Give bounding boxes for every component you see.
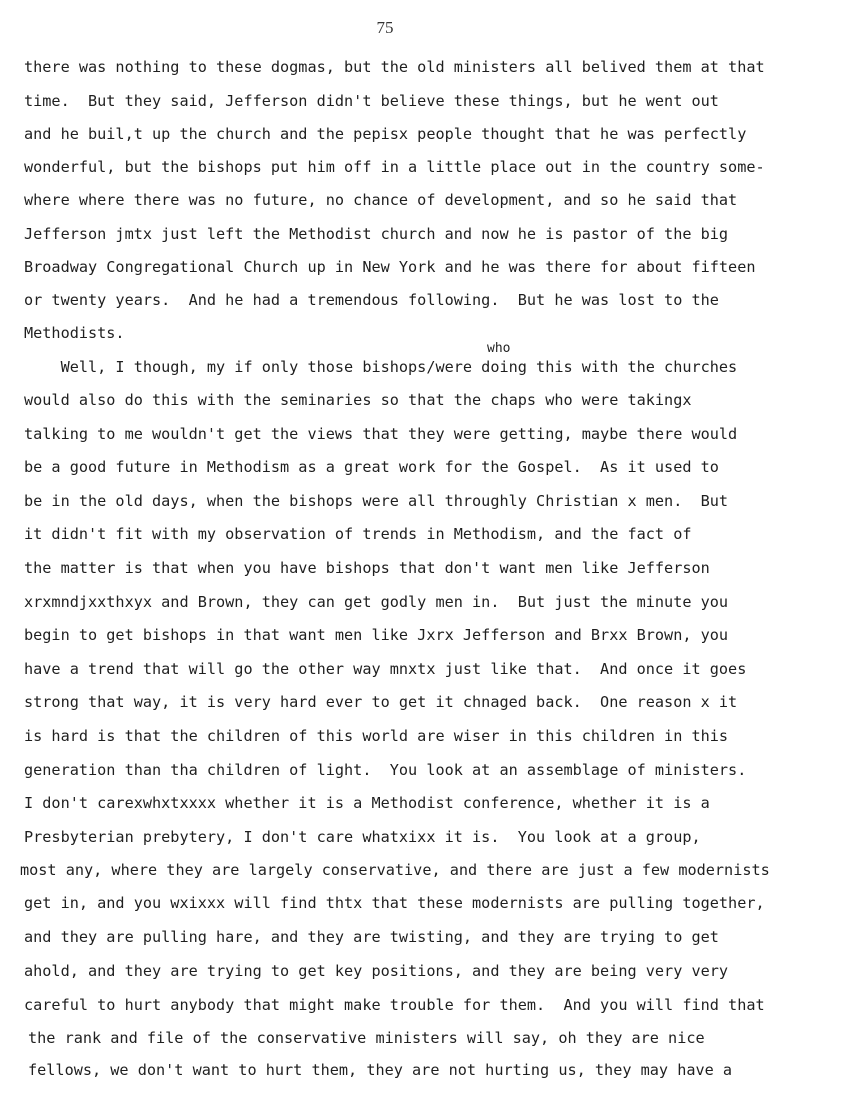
text-line-14: be in the old days, when the bishops were all throughly Christian x men. But <box>24 492 729 510</box>
text-line-19: have a trend that will go the other way mnxtx just like that. And once it goes <box>24 660 747 678</box>
text-line-13: be a good future in Methodism as a great work for the Gospel. As it used to <box>24 458 719 476</box>
text-line-29: careful to hurt anybody that might make trouble for them. And you will find that <box>24 996 765 1014</box>
text-line-27: and they are pulling hare, and they are twisting, and they are trying to get <box>24 928 719 946</box>
inserted-word-who: who <box>487 341 511 356</box>
text-line-1: there was nothing to these dogmas, but the old ministers all belived them at that <box>24 58 765 76</box>
text-line-7: Broadway Congregational Church up in New York and he was there for about fifteen <box>24 258 756 276</box>
text-line-22: generation than tha children of light. You look at an assemblage of ministers. <box>24 761 747 779</box>
text-line-4: wonderful, but the bishops put him off in a little place out in the country some- <box>24 158 765 176</box>
text-line-10: Well, I though, my if only those bishops/were doing this with the churches <box>24 358 738 376</box>
text-line-2: time. But they said, Jefferson didn't believe these things, but he went out <box>24 92 719 110</box>
text-line-28: ahold, and they are trying to get key positions, and they are being very very <box>24 962 729 980</box>
text-line-16: the matter is that when you have bishops that don't want men like Jefferson <box>24 559 710 577</box>
text-line-17: xrxmndjxxthxyx and Brown, they can get godly men in. But just the minute you <box>24 593 729 611</box>
text-line-25: most any, where they are largely conservative, and there are just a few modernists <box>20 861 770 879</box>
text-line-23: I don't carexwhxtxxxx whether it is a Methodist conference, whether it is a <box>24 794 710 812</box>
text-line-5: where where there was no future, no chance of development, and so he said that <box>24 191 738 209</box>
text-line-26: get in, and you wxixxx will find thtx that these modernists are pulling together, <box>24 894 765 912</box>
text-line-20: strong that way, it is very hard ever to get it chnaged back. One reason x it <box>24 693 738 711</box>
text-line-31: fellows, we don't want to hurt them, they are not hurting us, they may have a <box>28 1061 733 1079</box>
text-line-9: Methodists. <box>24 324 125 342</box>
text-line-8: or twenty years. And he had a tremendous following. But he was lost to the <box>24 291 719 309</box>
text-line-21: is hard is that the children of this world are wiser in this children in this <box>24 727 729 745</box>
text-line-24: Presbyterian prebytery, I don't care whatxixx it is. You look at a group, <box>24 828 701 846</box>
text-line-12: talking to me wouldn't get the views that they were getting, maybe there would <box>24 425 738 443</box>
page-number: 75 <box>376 18 394 37</box>
text-line-30: the rank and file of the conservative ministers will say, oh they are nice <box>28 1029 705 1047</box>
text-line-6: Jefferson jmtx just left the Methodist church and now he is pastor of the big <box>24 225 729 243</box>
text-line-18: begin to get bishops in that want men like Jxrx Jefferson and Brxx Brown, you <box>24 626 729 644</box>
text-line-3: and he buil,t up the church and the pepisx people thought that he was perfectly <box>24 125 747 143</box>
text-line-15: it didn't fit with my observation of trends in Methodism, and the fact of <box>24 525 692 543</box>
text-line-11: would also do this with the seminaries so that the chaps who were takingx <box>24 391 692 409</box>
